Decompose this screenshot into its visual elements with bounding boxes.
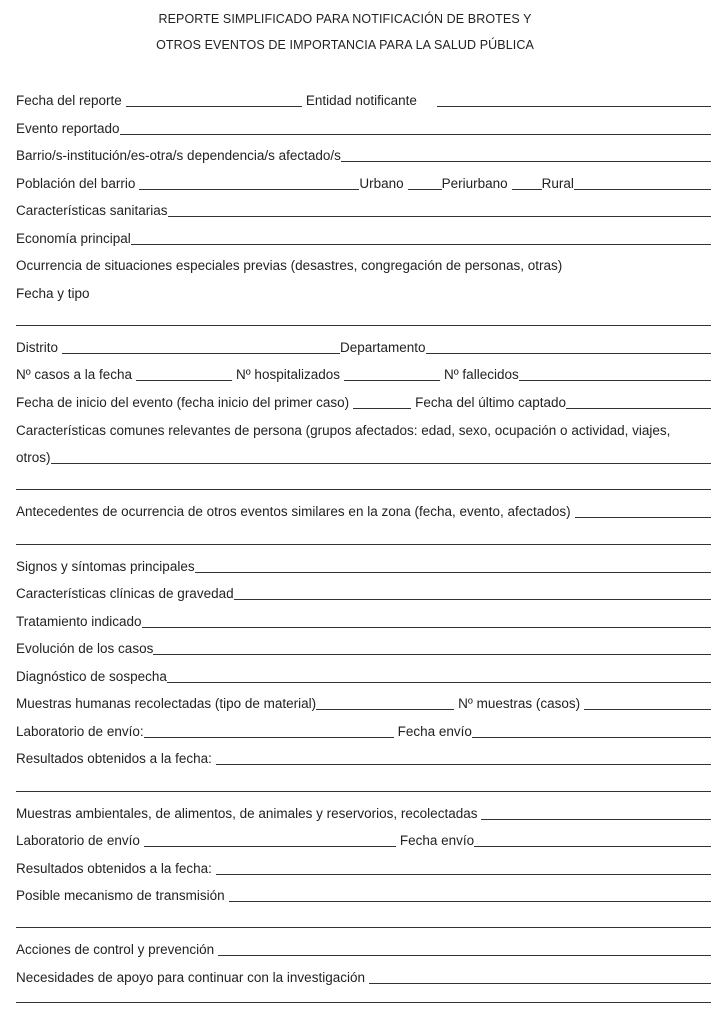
fecha-reporte-label: Fecha del reporte [16,93,122,108]
fallecidos-label: Nº fallecidos [444,367,519,382]
row-acciones [16,941,711,958]
fecha-envio-1-field[interactable] [472,724,711,738]
necesidades-label: Necesidades de apoyo para continuar con la investigación [16,970,365,985]
mecanismo-field[interactable] [229,888,711,902]
fecha-inicio-label: Fecha de inicio del evento (fecha inicio del primer caso) [16,395,350,410]
fecha-ultimo-field[interactable] [566,395,711,409]
laboratorio-envio-1-field[interactable] [144,724,394,738]
muestras-ambientales-field[interactable] [481,806,711,820]
muestras-ambientales-label: Muestras ambientales, de alimentos, de animales y reservorios, recolectadas [16,806,478,821]
sanitarias-field[interactable] [168,203,711,217]
fecha-reporte-field[interactable] [126,93,302,107]
row-fechas-evento [16,394,711,411]
row-diagnostico [16,668,711,685]
fecha-ultimo-label: Fecha del último captado [415,395,567,410]
form-title-line-1: REPORTE SIMPLIFICADO PARA NOTIFICACIÓN DE BROTES Y [158,12,532,26]
row-poblacion [16,175,711,192]
entidad-notificante-label: Entidad notificante [305,93,417,108]
economia-label: Economía principal [16,231,131,246]
row-muestras-ambientales [16,805,711,822]
periurbano-field[interactable] [512,176,542,190]
acciones-field[interactable] [218,942,711,956]
distrito-field[interactable] [62,340,340,354]
antecedentes-label: Antecedentes de ocurrencia de otros eventos similares en la zona (fecha, evento, afectados) [16,504,571,519]
row-mecanismo [16,887,711,904]
otros-label: otros) [16,450,51,465]
persona-extra-line[interactable] [16,489,711,490]
periurbano-label: Periurbano [441,176,508,191]
row-antecedentes [16,503,711,520]
row-resultados-1 [16,750,711,767]
row-resultados-2 [16,860,711,877]
row-distrito [16,339,711,356]
clinicas-label: Características clínicas de gravedad [16,586,234,601]
row-signos [16,558,711,575]
rural-label: Rural [541,176,574,191]
row-evento [16,120,711,137]
row-fecha-tipo [16,285,711,302]
row-laboratorio-2 [16,832,711,849]
fecha-envio-2-field[interactable] [474,833,711,847]
form-title-line-2: OTROS EVENTOS DE IMPORTANCIA PARA LA SALUD PÚBLICA [156,38,534,52]
casos-fecha-field[interactable] [136,367,232,381]
n-muestras-label: Nº muestras (casos) [458,696,581,711]
fallecidos-field[interactable] [519,367,711,381]
tratamiento-label: Tratamiento indicado [16,614,142,629]
barrios-field[interactable] [341,148,711,162]
tratamiento-field[interactable] [142,614,711,628]
necesidades-extra-line[interactable] [16,1002,711,1003]
fecha-envio-1-label: Fecha envío [397,724,472,739]
signos-field[interactable] [195,559,711,573]
row-situaciones [16,257,711,274]
muestras-humanas-label: Muestras humanas recolectadas (tipo de material) [16,696,317,711]
row-economia [16,230,711,247]
resultados-2-field[interactable] [216,861,711,875]
hospitalizados-label: Nº hospitalizados [236,367,340,382]
entidad-notificante-field[interactable] [437,93,711,107]
casos-fecha-label: Nº casos a la fecha [16,367,132,382]
laboratorio-envio-1-label: Laboratorio de envío: [16,724,144,739]
fecha-tipo-label: Fecha y tipo [16,286,90,301]
row-tratamiento [16,613,711,630]
row-evolucion [16,640,711,657]
resultados-1-label: Resultados obtenidos a la fecha: [16,751,212,766]
clinicas-field[interactable] [234,586,711,600]
row-fecha-entidad [16,92,711,109]
resultados-1-extra-line[interactable] [16,791,711,792]
distrito-label: Distrito [16,340,59,355]
urbano-field[interactable] [408,176,442,190]
departamento-field[interactable] [426,340,711,354]
row-casos [16,366,711,383]
evento-reportado-label: Evento reportado [16,121,120,136]
hospitalizados-field[interactable] [344,367,440,381]
row-sanitarias [16,202,711,219]
poblacion-label: Población del barrio [16,176,136,191]
resultados-1-field[interactable] [216,751,711,765]
laboratorio-envio-2-field[interactable] [144,833,396,847]
poblacion-field[interactable] [139,176,359,190]
departamento-label: Departamento [340,340,426,355]
row-muestras-humanas [16,695,711,712]
acciones-label: Acciones de control y prevención [16,942,215,957]
fecha-envio-2-label: Fecha envío [399,833,475,848]
row-otros [16,449,711,466]
diagnostico-field[interactable] [167,669,711,683]
necesidades-field[interactable] [369,970,711,984]
row-barrios [16,147,711,164]
otros-field[interactable] [51,450,711,464]
evolucion-label: Evolución de los casos [16,641,154,656]
row-necesidades [16,969,711,986]
fecha-inicio-field[interactable] [353,395,411,409]
sanitarias-label: Características sanitarias [16,203,168,218]
muestras-humanas-field[interactable] [316,696,454,710]
row-clinicas [16,585,711,602]
evento-reportado-field[interactable] [120,121,711,135]
row-laboratorio-1 [16,723,711,740]
n-muestras-field[interactable] [584,696,711,710]
resultados-2-label: Resultados obtenidos a la fecha: [16,861,212,876]
signos-label: Signos y síntomas principales [16,559,195,574]
laboratorio-envio-2-label: Laboratorio de envío [16,833,140,848]
economia-field[interactable] [131,231,711,245]
caracteristicas-persona-label: Características comunes relevantes de persona (grupos afectados: edad, sexo, ocupación o actividad, viajes, [16,423,671,438]
mecanismo-extra-line[interactable] [16,927,711,928]
evolucion-field[interactable] [153,641,711,655]
situaciones-label: Ocurrencia de situaciones especiales previas (desastres, congregación de personas, otras) [16,258,563,273]
row-caracteristicas-persona [16,422,711,439]
fecha-tipo-field[interactable] [16,325,711,326]
diagnostico-label: Diagnóstico de sospecha [16,669,167,684]
mecanismo-label: Posible mecanismo de transmisión [16,888,225,903]
antecedentes-extra-line[interactable] [16,544,711,545]
barrios-label: Barrio/s-institución/es-otra/s dependencia/s afectado/s [16,148,341,163]
urbano-label: Urbano [359,176,404,191]
antecedentes-field[interactable] [575,504,711,518]
rural-field[interactable] [574,176,711,190]
